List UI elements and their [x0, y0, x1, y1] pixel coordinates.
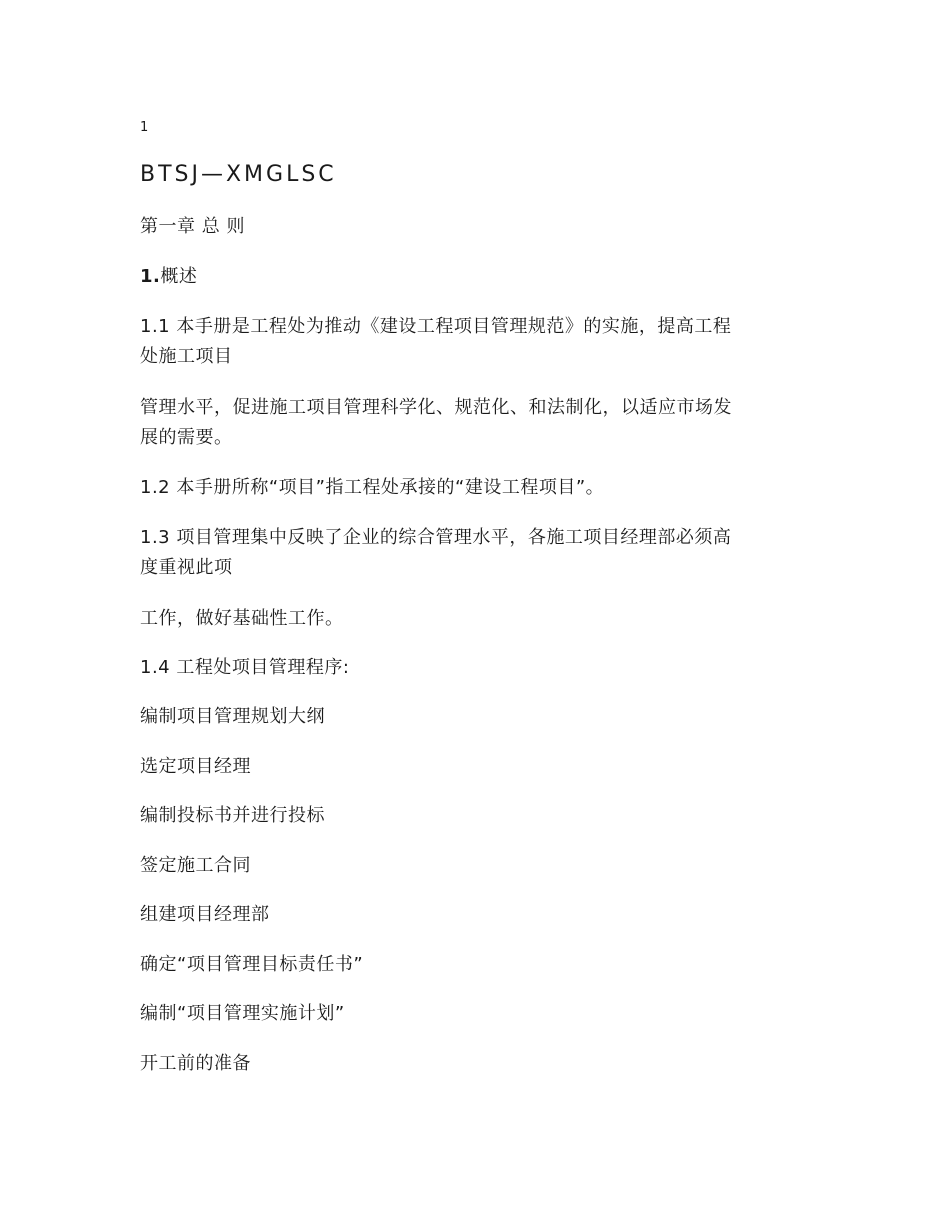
chapter-title: 第一章 总 则 — [140, 216, 245, 237]
paragraph-1-1-line-3: 管理水平，促进施工项目管理科学化、规范化、和法制化，以适应市场发 — [140, 397, 732, 418]
section-heading-overview — [140, 262, 820, 292]
paragraph-1-1-line-4: 展的需要。 — [140, 427, 233, 448]
paragraph-1-1-line-1: 1.1 本手册是工程处为推动《建设工程项目管理规范》的实施，提高工程 — [140, 316, 732, 337]
paragraph-1-3-line-1: 1.3 项目管理集中反映了企业的综合管理水平，各施工项目经理部必须高 — [140, 527, 732, 548]
procedure-step: 开工前的准备 — [140, 1053, 251, 1074]
procedure-step: 组建项目经理部 — [140, 904, 270, 925]
procedure-step: 编制项目管理规划大纲 — [140, 706, 325, 727]
procedure-step: 签定施工合同 — [140, 855, 251, 876]
procedure-step: 编制“项目管理实施计划” — [140, 1003, 345, 1024]
paragraph-1-4: 1.4 工程处项目管理程序: — [140, 657, 350, 678]
section-number: 1. — [140, 266, 161, 287]
page-number: 1 — [140, 120, 149, 135]
procedure-step: 选定项目经理 — [140, 756, 251, 777]
procedure-step: 确定“项目管理目标责任书” — [140, 954, 364, 975]
paragraph-1-2: 1.2 本手册所称“项目”指工程处承接的“建设工程项目”。 — [140, 477, 605, 498]
section-title: 概述 — [160, 266, 198, 287]
paragraph-1-3-line-3: 工作，做好基础性工作。 — [140, 608, 344, 629]
procedure-step: 编制投标书并进行投标 — [140, 805, 325, 826]
paragraph-1-1-line-2: 处施工项目 — [140, 346, 233, 367]
document-code: BTSJ—XMGLSC — [140, 162, 337, 187]
paragraph-1-3-line-2: 度重视此项 — [140, 557, 233, 578]
